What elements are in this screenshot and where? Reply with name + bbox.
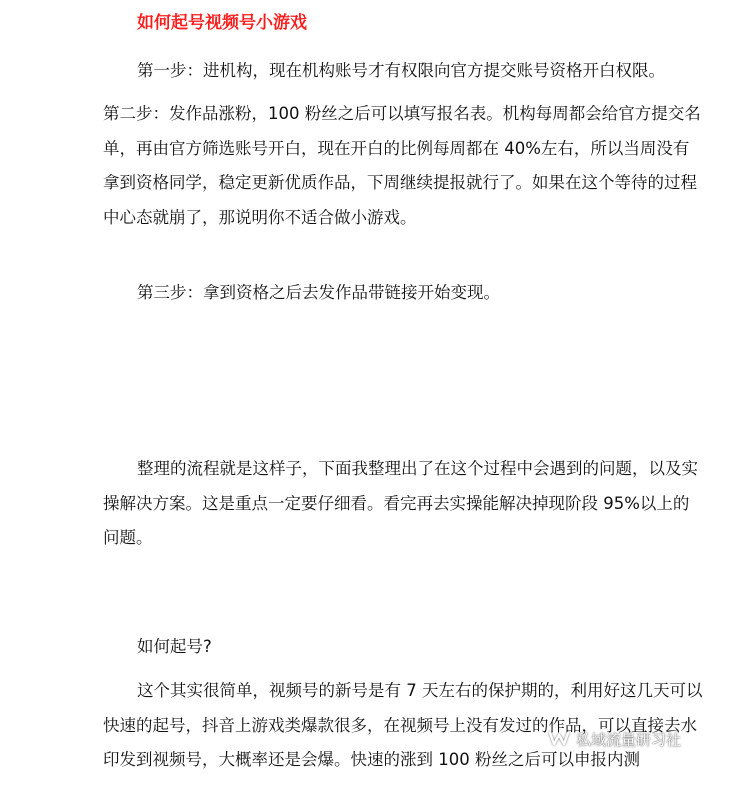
watermark (548, 724, 681, 754)
paragraph-how-to-start: 这个其实很简单，视频号的新号是有 7 天左右的保护期的，利用好这几天可以快速的起号，抖音上游戏类爆款很多，在视频号上没有发过的作品，可以直接去水印发到视频号，大概率还是会爆。快速的涨到 100 粉丝之后可以申报内测 (103, 681, 703, 769)
watermark-text: 私域流量研习社 (576, 730, 682, 749)
wechat-channel-icon (548, 731, 570, 747)
section-heading-how-to-start: 如何起号? (137, 637, 212, 656)
document-title: 如何起号视频号小游戏 (137, 13, 307, 33)
paragraph-step-three: 第三步：拿到资格之后去发作品带链接开始变现。 (137, 283, 500, 302)
paragraph-summary: 整理的流程就是这样子，下面我整理出了在这个过程中会遇到的问题，以及实操解决方案。这是重点一定要仔细看。看完再去实操能解决掉现阶段 95%以上的问题。 (103, 459, 698, 547)
paragraph-step-two: 第二步：发作品涨粉，100 粉丝之后可以填写报名表。机构每周都会给官方提交名单，再由官方筛选账号开白，现在开白的比例每周都在 40%左右，所以当周没有拿到资格同学，稳定更新优质作品，下周继续提报就行了。如果在这个等待的过程中心态就崩了，那说明你不适合做小游戏。 (103, 104, 701, 227)
paragraph-step-one: 第一步：进机构，现在机构账号才有权限向官方提交账号资格开白权限。 (137, 61, 665, 80)
